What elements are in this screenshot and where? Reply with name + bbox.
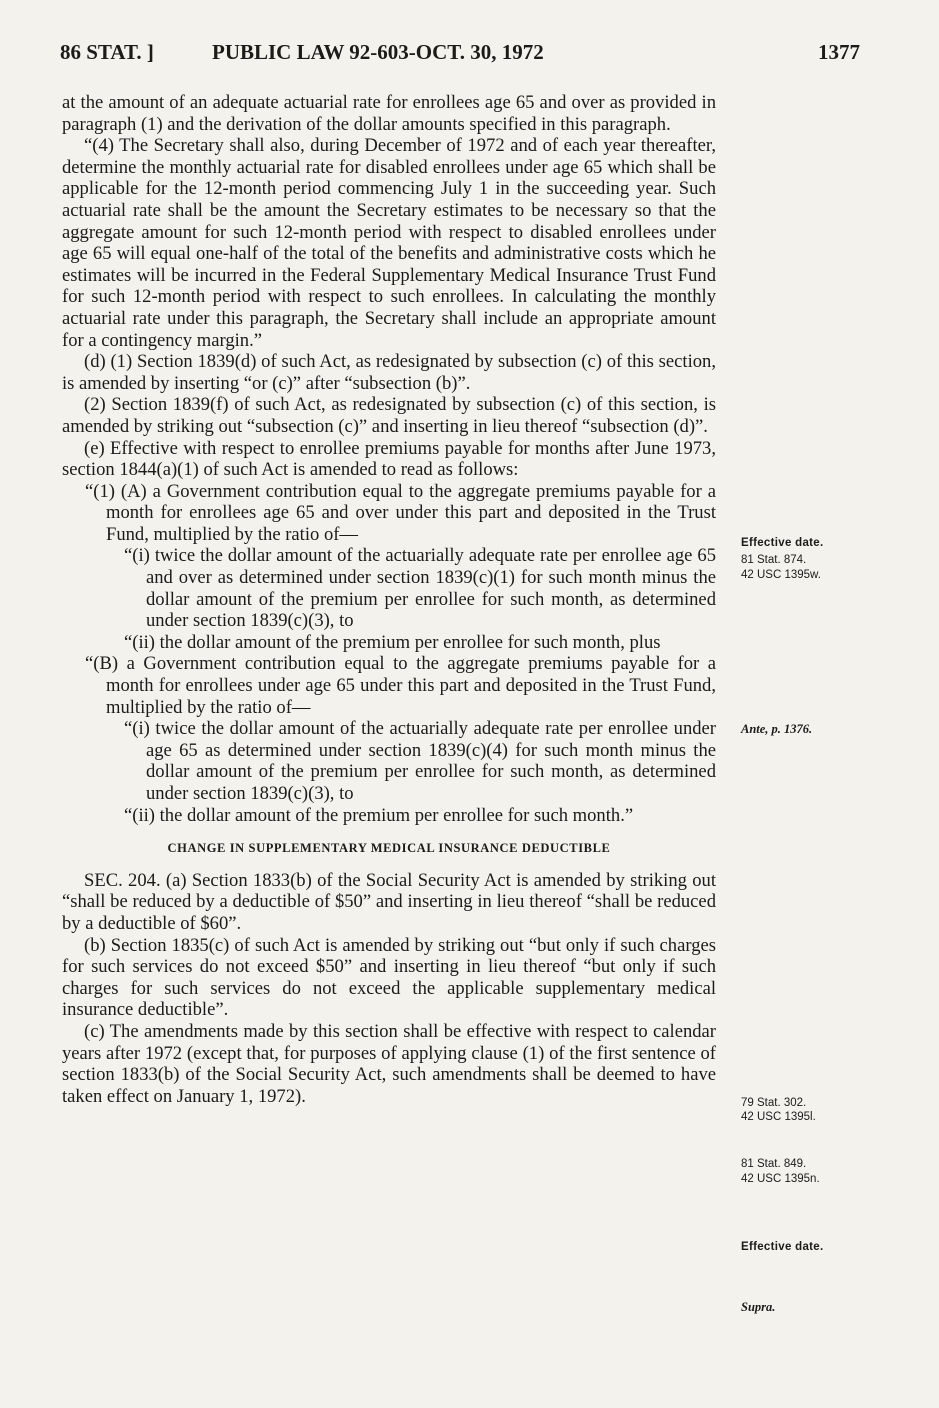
page-header (60, 40, 860, 70)
paragraph: at the amount of an adequate actuarial rate for enrollees age 65 and over as provided in paragraph (1) and the derivation of the dollar amounts specified in this paragraph. (62, 92, 716, 135)
margin-note: 79 Stat. 302. (741, 1097, 807, 1109)
page-number: 1377 (818, 40, 860, 64)
margin-note: Supra. (741, 1300, 776, 1314)
paragraph: (e) Effective with respect to enrollee premiums payable for months after June 1973, section 1844(a)(1) of such Act is amended to read as follows: (62, 437, 716, 481)
section-heading: CHANGE IN SUPPLEMENTARY MEDICAL INSURANCE DEDUCTIBLE (167, 841, 611, 856)
paragraph: “(B) a Government contribution equal to the aggregate premiums payable for a month for enrollees under age 65 under this part and deposited in the Trust Fund, multiplied by the ratio of— (85, 653, 716, 718)
law-body (62, 92, 716, 1107)
paragraph: “(i) twice the dollar amount of the actuarially adequate rate per enrollee age 65 and over as determined under section 1839(c)(1) for such month minus the dollar amount of the premium per enrollee for such month, as determined under section 1839(c)(3), to (124, 545, 716, 632)
margin-note: 81 Stat. 849. (741, 1158, 807, 1170)
margin-note: 42 USC 1395l. (741, 1111, 816, 1123)
paragraph: “(ii) the dollar amount of the premium per enrollee for such month, plus (124, 631, 661, 653)
paragraph: (b) Section 1835(c) of such Act is amended by striking out “but only if such charges for such services do not exceed $50” and inserting in lieu thereof “but only if such charges for such services do not exceed the applicable supplementary medical insurance deductible”. (62, 934, 716, 1021)
margin-note: 42 USC 1395w. (741, 569, 821, 581)
margin-note: Effective date. (741, 537, 824, 549)
paragraph: (d) (1) Section 1839(d) of such Act, as redesignated by subsection (c) of this section, is amended by inserting “or (c)” after “subsection (b)”. (62, 351, 716, 394)
paragraph: “(ii) the dollar amount of the premium per enrollee for such month.” (124, 804, 634, 826)
margin-note: 42 USC 1395n. (741, 1173, 820, 1185)
margin-note: Ante, p. 1376. (741, 722, 813, 736)
margin-note: 81 Stat. 874. (741, 554, 807, 566)
statute-volume: 86 STAT. ] (60, 40, 154, 64)
margin-note: Effective date. (741, 1241, 824, 1253)
paragraph: “(4) The Secretary shall also, during December of 1972 and of each year thereafter, determine the monthly actuarial rate for disabled enrollees under age 65 which shall be applicable for the 12-month period commencing July 1 in the succeeding year. Such actuarial rate shall be the amount the Secretary estimates to be necessary so that the aggregate amount for such 12-month period with respect to disabled enrollees under age 65 will equal one-half of the total of the benefits and administrative costs which he estimates will be incurred in the Federal Supplementary Medical Insurance Trust Fund for such 12-month period with respect to such enrollees. In calculating the monthly actuarial rate under this paragraph, the Secretary shall include an appropriate amount for a contingency margin.” (62, 135, 716, 351)
law-title: PUBLIC LAW 92-603-OCT. 30, 1972 (212, 40, 544, 64)
paragraph: “(1) (A) a Government contribution equal to the aggregate premiums payable for a month for enrollees age 65 and over under this part and deposited in the Trust Fund, multiplied by the ratio of— (85, 480, 716, 545)
paragraph: “(i) twice the dollar amount of the actuarially adequate rate per enrollee under age 65 as determined under section 1839(c)(4) for such month minus the dollar amount of the premium per enrollee for such month, as determined under section 1839(c)(3), to (124, 718, 716, 804)
paragraph: (c) The amendments made by this section shall be effective with respect to calendar years after 1972 (except that, for purposes of applying clause (1) of the first sentence of section 1833(b) of the Social Security Act, such amendments shall be deemed to have taken effect on January 1, 1972). (62, 1020, 716, 1107)
paragraph: (2) Section 1839(f) of such Act, as redesignated by subsection (c) of this section, is amended by striking out “subsection (c)” and inserting in lieu thereof “subsection (d)”. (62, 394, 716, 437)
paragraph: SEC. 204. (a) Section 1833(b) of the Social Security Act is amended by striking out “shall be reduced by a deductible of $50” and inserting in lieu thereof “shall be reduced by a deductible of $60”. (62, 869, 716, 934)
